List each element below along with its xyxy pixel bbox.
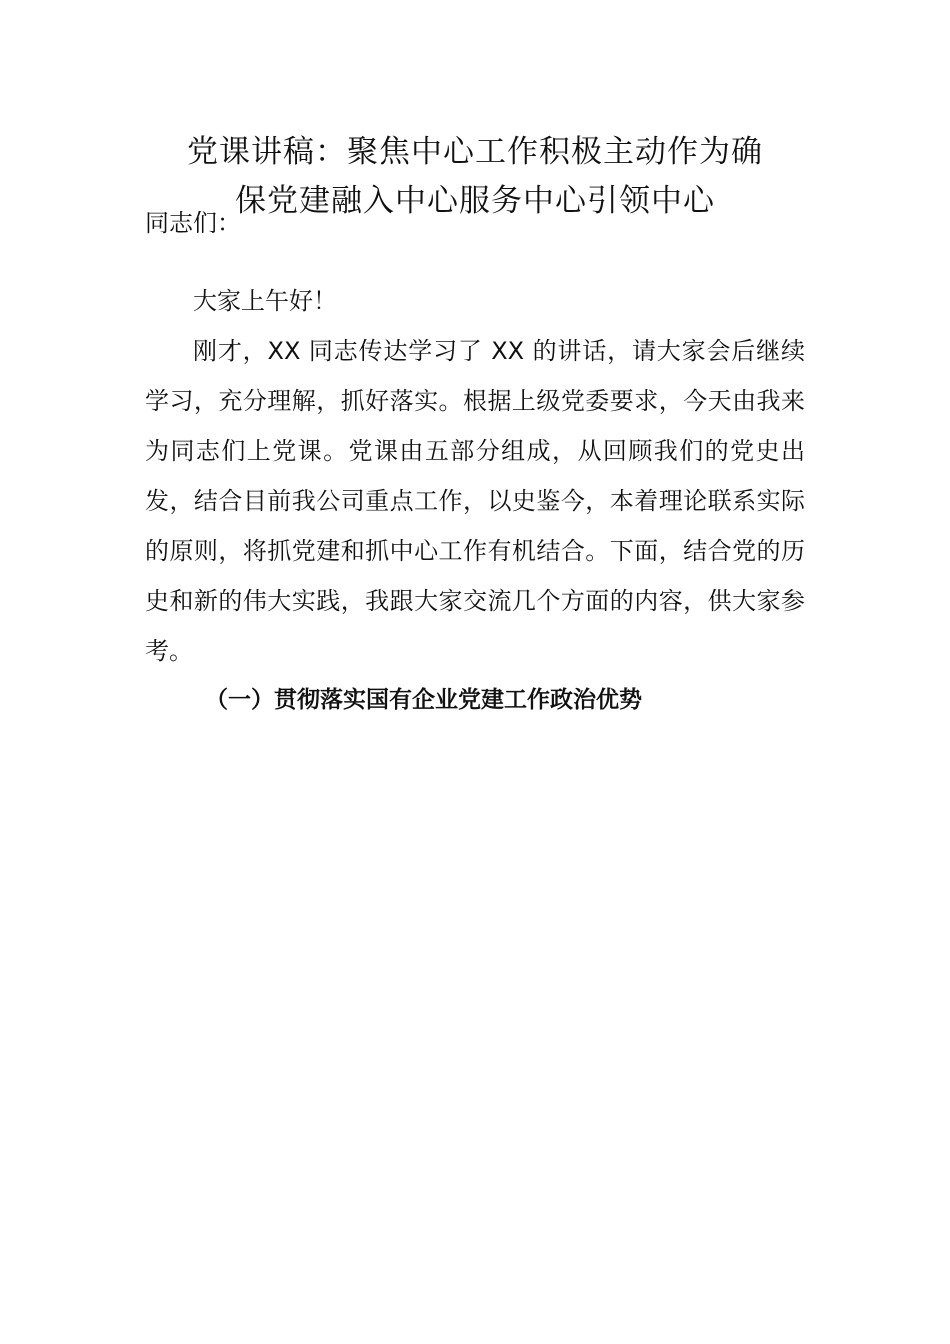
salutation: 同志们： [145, 209, 241, 237]
greeting: 大家上午好！ [193, 287, 337, 315]
section-heading-1: （一）贯彻落实国有企业党建工作政治优势 [205, 687, 642, 713]
opening-paragraph: 刚才，XX 同志传达学习了 XX 的讲话，请大家会后继续学习，充分理解，抓好落实。根据上级党委要求，今天由我来为同志们上党课。党课由五部分组成，从回顾我们的党史出发，结合目前我公司重点工作，以史鉴今，本着理论联系实际的原则，将抓党建和抓中心工作有机结合。下面，结合党的历史和新的伟大实践，我跟大家交流几个方面的内容，供大家参考。 [145, 337, 805, 665]
page-title [145, 128, 805, 226]
title-line-2: 保党建融入中心服务中心引领中心 [235, 183, 715, 219]
title-line-1: 党课讲稿：聚焦中心工作积极主动作为确 [187, 134, 763, 170]
